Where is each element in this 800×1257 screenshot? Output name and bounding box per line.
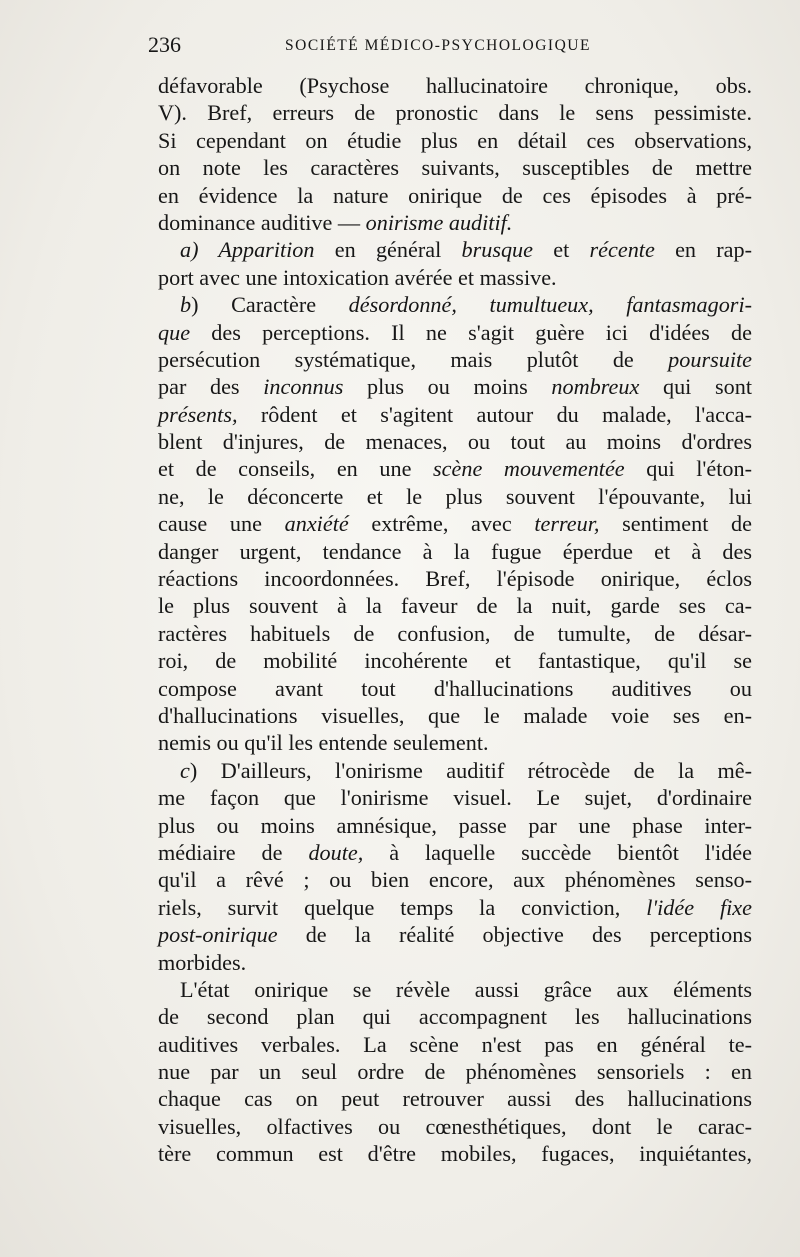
text-span: qui l'éton- — [624, 456, 752, 482]
text-span: le plus souvent à la faveur de la nuit, garde ses ca- — [158, 593, 752, 619]
text-span: en général — [314, 237, 462, 263]
italic-text: a) — [180, 237, 219, 263]
text-span: cause une — [158, 511, 285, 537]
italic-text: terreur, — [534, 511, 600, 537]
text-span: et — [533, 237, 590, 263]
italic-text: c — [180, 757, 190, 783]
text-line — [158, 401, 752, 428]
italic-text: que — [158, 319, 191, 345]
text-span: V). Bref, erreurs de pronostic dans le sens pessimiste. — [158, 100, 752, 126]
text-line — [158, 1003, 752, 1030]
text-line — [158, 291, 752, 318]
text-span: on note les caractères suivants, susceptibles de mettre — [158, 155, 752, 181]
text-line — [158, 894, 752, 921]
text-line — [158, 812, 752, 839]
text-line — [158, 510, 752, 537]
italic-text: nombreux — [551, 374, 640, 400]
text-line — [158, 264, 752, 291]
text-line — [158, 921, 752, 948]
text-span: à laquelle succède bientôt l'idée — [363, 839, 752, 865]
text-line — [158, 784, 752, 811]
text-span: d'hallucinations visuelles, que le malade voie ses en- — [158, 702, 752, 728]
text-span: sentiment de — [599, 511, 752, 537]
italic-text: onirisme auditif. — [365, 209, 513, 235]
text-line — [158, 702, 752, 729]
text-line — [158, 127, 752, 154]
italic-text: anxiété — [284, 511, 349, 537]
text-line — [158, 236, 752, 263]
text-span: défavorable (Psychose hallucinatoire chronique, obs. — [158, 73, 752, 98]
text-line — [158, 565, 752, 592]
text-line — [158, 675, 752, 702]
text-span: danger urgent, tendance à la fugue éperdue et à des — [158, 538, 752, 564]
text-span: de la réalité objective des perceptions — [277, 922, 752, 948]
italic-text: récente — [589, 237, 655, 263]
text-span: ne, le déconcerte et le plus souvent l'épouvante, lui — [158, 483, 752, 509]
text-span: chaque cas on peut retrouver aussi des hallucinations — [158, 1086, 752, 1112]
text-line — [158, 538, 752, 565]
text-line — [158, 209, 752, 236]
text-line — [158, 839, 752, 866]
text-span: médiaire de — [158, 839, 309, 865]
text-line — [158, 757, 752, 784]
italic-text: désordonné, tumultueux, fantasmagori- — [348, 292, 752, 318]
text-span: dominance auditive — — [158, 209, 366, 235]
text-span: nue par un seul ordre de phénomènes sensoriels : en — [158, 1059, 752, 1085]
italic-text: scène mouvementée — [433, 456, 625, 482]
italic-text: b — [180, 292, 192, 318]
text-span: morbides. — [158, 949, 247, 975]
text-line — [158, 976, 752, 1003]
text-span: persécution systématique, mais plutôt de — [158, 346, 669, 372]
text-line — [158, 346, 752, 373]
text-line — [158, 72, 752, 99]
text-line — [158, 866, 752, 893]
text-line — [158, 592, 752, 619]
italic-text: présents, — [158, 401, 238, 427]
text-span: plus ou moins — [343, 374, 552, 400]
text-line — [158, 428, 752, 455]
text-span: ) Caractère — [191, 292, 349, 318]
text-span: plus ou moins amnésique, passe par une phase inter- — [158, 812, 752, 838]
text-span: qu'il a rêvé ; ou bien encore, aux phénomènes senso- — [158, 867, 752, 893]
text-span: de second plan qui accompagnent les hallucinations — [158, 1004, 752, 1030]
italic-text: brusque — [461, 237, 533, 263]
text-span: riels, survit quelque temps la conviction, — [158, 894, 647, 920]
text-line — [158, 1058, 752, 1085]
text-span: L'état onirique se révèle aussi grâce aux éléments — [180, 976, 752, 1002]
text-span: roi, de mobilité incohérente et fantastique, qu'il se — [158, 648, 752, 674]
text-span: des perceptions. Il ne s'agit guère ici d'idées de — [190, 319, 752, 345]
running-head: SOCIÉTÉ MÉDICO-PSYCHOLOGIQUE — [285, 37, 591, 54]
text-line — [158, 182, 752, 209]
text-span: tère commun est d'être mobiles, fugaces, inquiétantes, — [158, 1141, 752, 1167]
text-span: auditives verbales. La scène n'est pas en général te- — [158, 1031, 752, 1057]
text-span: réactions incoordonnées. Bref, l'épisode onirique, éclos — [158, 566, 752, 592]
text-span: par des — [158, 374, 264, 400]
italic-text: Apparition — [218, 237, 315, 263]
text-span: nemis ou qu'il les entende seulement. — [158, 730, 489, 756]
body-text — [158, 72, 752, 1168]
italic-text: doute, — [308, 839, 364, 865]
text-span: ) D'ailleurs, l'onirisme auditif rétrocède de la mê- — [189, 757, 752, 783]
text-line — [158, 319, 752, 346]
text-span: et de conseils, en une — [158, 456, 434, 482]
italic-text: l'idée fixe — [646, 894, 752, 920]
text-line — [158, 620, 752, 647]
text-span: en évidence la nature onirique de ces épisodes à pré- — [158, 182, 752, 208]
italic-text: poursuite — [668, 346, 752, 372]
text-line — [158, 949, 752, 976]
text-span: extrême, avec — [348, 511, 535, 537]
text-span: port avec une intoxication avérée et massive. — [158, 264, 557, 290]
text-span: me façon que l'onirisme visuel. Le sujet, d'ordinaire — [158, 785, 752, 811]
page-header — [148, 32, 748, 60]
text-line — [158, 647, 752, 674]
text-line — [158, 99, 752, 126]
text-span: en rap- — [654, 237, 752, 263]
text-span: visuelles, olfactives ou cœnesthétiques, dont le carac- — [158, 1113, 752, 1139]
text-line — [158, 729, 752, 756]
text-line — [158, 154, 752, 181]
text-line — [158, 1031, 752, 1058]
text-line — [158, 1140, 752, 1167]
text-line — [158, 1085, 752, 1112]
italic-text: post-onirique — [158, 922, 278, 948]
italic-text: inconnus — [263, 374, 344, 400]
text-span: rôdent et s'agitent autour du malade, l'acca- — [237, 401, 752, 427]
text-line — [158, 373, 752, 400]
text-span: Si cependant on étudie plus en détail ces observations, — [158, 127, 752, 153]
text-span: qui sont — [639, 374, 752, 400]
page-number: 236 — [148, 32, 181, 57]
text-line — [158, 1113, 752, 1140]
text-line — [158, 483, 752, 510]
text-span: compose avant tout d'hallucinations auditives ou — [158, 675, 752, 701]
text-span: blent d'injures, de menaces, ou tout au moins d'ordres — [158, 429, 752, 455]
text-line — [158, 455, 752, 482]
text-span: ractères habituels de confusion, de tumulte, de désar- — [158, 620, 752, 646]
